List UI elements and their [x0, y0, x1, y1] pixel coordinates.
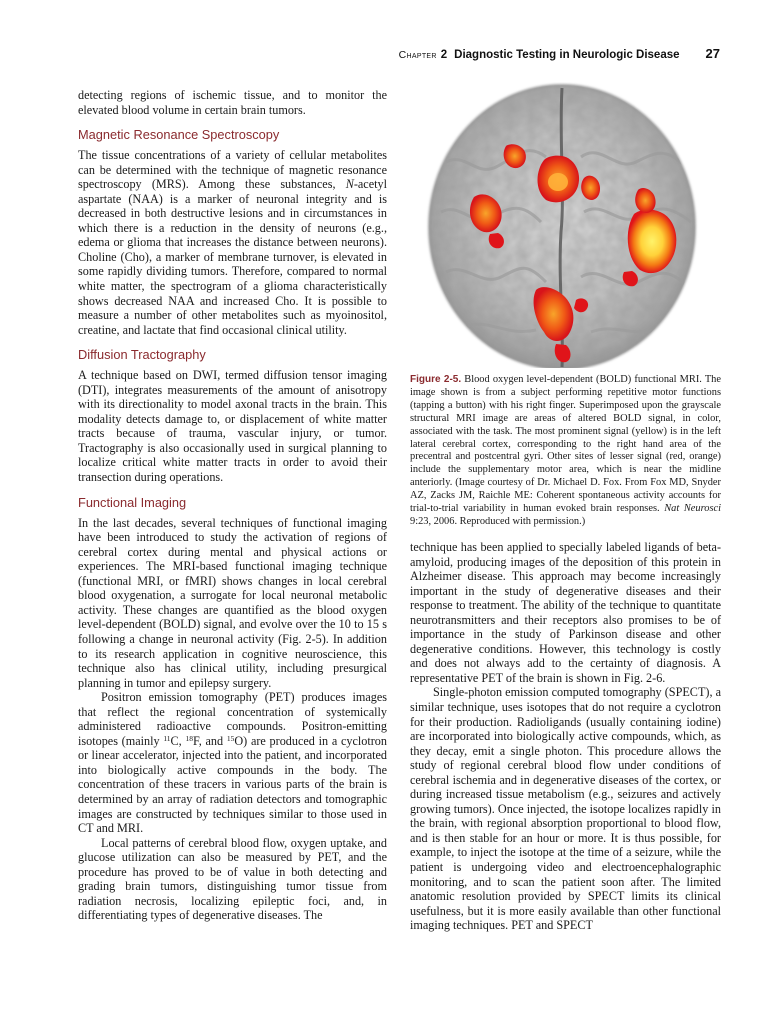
chapter-title: Diagnostic Testing in Neurologic Disease [454, 49, 680, 61]
figure-caption [410, 374, 721, 529]
mrs-paragraph [78, 148, 387, 337]
caption-text-1: Blood oxygen level-dependent (BOLD) functional MRI. The image shown is from a subject performing repetitive motor functions (tapping a button) with his right finger. Superimposed upon the grayscale structural MRI image are areas of altered BOLD signal, in color, associated with the task. The most prominent signal (yellow) is in the left lateral cerebral cortex, corresponding to the right hand area of the precentral and postcentral gyri. Other sites of lesser signal (red, orange) include the supplementary motor area, which is near the midline anteriorly. (Image courtesy of Dr. Michael D. Fox. From Fox MD, Snyder AZ, Zacks JM, Raichle ME: Coherent spontaneous activity accounts for trial-to-trial variability in human evoked brain responses. [410, 374, 721, 515]
caption-journal: Nat Neurosci [664, 503, 721, 515]
heading-mrs: Magnetic Resonance Spectroscopy [78, 127, 280, 143]
figure-bold-fmri [406, 82, 722, 368]
chapter-label: Chapter [398, 49, 437, 61]
dti-paragraph: A technique based on DWI, termed diffusion tensor imaging (DTI), integrates measurements of the amount of anisotropy with its directionality to model axonal tracts in the brain. This modality detects damage to, or displacement of white matter tracts because of trauma, vascular injury, or tumor. Tractography is also occasionally used in surgical planning to localize critical white matter tracts in order to avoid their transection during operations. [78, 368, 387, 485]
sup-15: 15 [226, 733, 235, 743]
pet-text-c: F, and [192, 733, 227, 748]
mrs-italic-n: N [345, 177, 354, 192]
functional-paragraph-1: In the last decades, several techniques of functional imaging have been introduced to study the activation of regions of cerebral cortex during mental and physical actions or experiences. The MRI-based functional imaging technique (functional MRI, or fMRI) shows changes in local cerebral blood oxygenation, a surrogate for local neuronal metabolic activity. These changes are quantified as the blood oxygen level-dependent (BOLD) signal, and evolve over the 10 to 15 s following a change in neuronal activity (Fig. 2-5). In addition to its research application in cognitive neuroscience, this technique also has clinical utility, including presurgical planning in tumor and epilepsy surgery. [78, 515, 387, 690]
left-column [78, 88, 387, 923]
sup-18: 18 [185, 733, 193, 743]
caption-text-2: 9:23, 2006. Reproduced with permission.) [410, 515, 586, 527]
beta-amyloid-paragraph: technique has been applied to specially labeled ligands of beta-amyloid, producing images of the deposition of this protein in Alzheimer disease. This approach may become increasingly important in the study of degenerative diseases and their response to treatment. The ability of the technique to quantitate neurotransmitters and their receptors also promises to be of importance in the study of Parkinson disease and other degenerative conditions. However, this technology is costly and does not always add to the certainty of diagnosis. A representative PET of the brain is shown in Fig. 2-6. [410, 540, 721, 685]
pet-text-a: Positron emission tomography (PET) produces images that reflect the regional concentration of systemically administered radioactive compounds. Positron-emitting isotopes (mainly [78, 690, 387, 748]
figure-label: Figure 2-5. [410, 374, 462, 385]
cerebral-flow-paragraph: Local patterns of cerebral blood flow, oxygen uptake, and glucose utilization can also be measured by PET, and the procedure has proved to be of value in both detecting and grading brain tumors, distinguishing tumor tissue from radiation necrosis, localizing epileptic foci, and, in differentiating types of degenerative diseases. The [78, 835, 387, 923]
sup-11: 11 [163, 733, 171, 743]
chapter-number: 2 [440, 49, 448, 61]
mrs-text-2: -acetyl aspartate (NAA) is a marker of neuronal integrity and is decreased in both destructive lesions and in circumstances in which there is a reduction in the density of neurons (e.g., edema or glioma that increases the distance between neurons). Choline (Cho), a marker of membrane turnover, is elevated in some rapidly dividing tumors. Therefore, compared to normal white matter, the spectrogram of a glioma characteristically shows decreased NAA and increased Cho. It is possible to measure a number of other metabolites such as myoinositol, creatine, and lactate that find occasional clinical utility. [78, 177, 387, 337]
intro-paragraph: detecting regions of ischemic tissue, and to monitor the elevated blood volume in certain brain tumors. [78, 88, 387, 117]
page-number: 27 [705, 46, 720, 61]
spect-paragraph: Single-photon emission computed tomography (SPECT), a similar technique, uses isotopes that do not require a cyclotron for their production. Radioligands (usually containing iodine) are incorporated into biologically active compounds, which, as they decay, emit a single photon. This procedure allows the study of regional cerebral blood flow under conditions of cerebral ischemia and in degenerative diseases of the cortex, or during increased tissue metabolism (e.g., seizures and actively growing tumors). Once injected, the isotope localizes rapidly in the brain, with regional absorption proportional to blood flow, and is then stable for an hour or more. It is thus possible, for example, to inject the isotope at the time of a seizure, while the patient is undergoing video and electroencephalographic monitoring, and to scan the patient soon after. The limited anatomic resolution provided by SPECT limits its clinical usefulness, but it is more easily available than other functional imaging techniques. PET and SPECT [410, 685, 721, 933]
right-column [410, 540, 721, 933]
pet-paragraph [78, 690, 387, 835]
pet-text-d: O) are produced in a cyclotron or linear accelerator, injected into the patient, and incorporated into biologically active compounds in the body. The concentration of these tracers in various parts of the brain is determined by an array of radiation detectors and tomographic images are constructed by techniques similar to those used in CT and MRI. [78, 733, 387, 836]
pet-text-b: C, [170, 733, 186, 748]
heading-dti: Diffusion Tractography [78, 347, 206, 363]
running-header [380, 46, 720, 66]
mrs-text-1: The tissue concentrations of a variety of cellular metabolites can be determined with the technique of magnetic resonance spectroscopy (MRS). Among these substances, [78, 148, 387, 192]
brain-fmri-image [406, 82, 722, 368]
heading-functional: Functional Imaging [78, 494, 187, 510]
